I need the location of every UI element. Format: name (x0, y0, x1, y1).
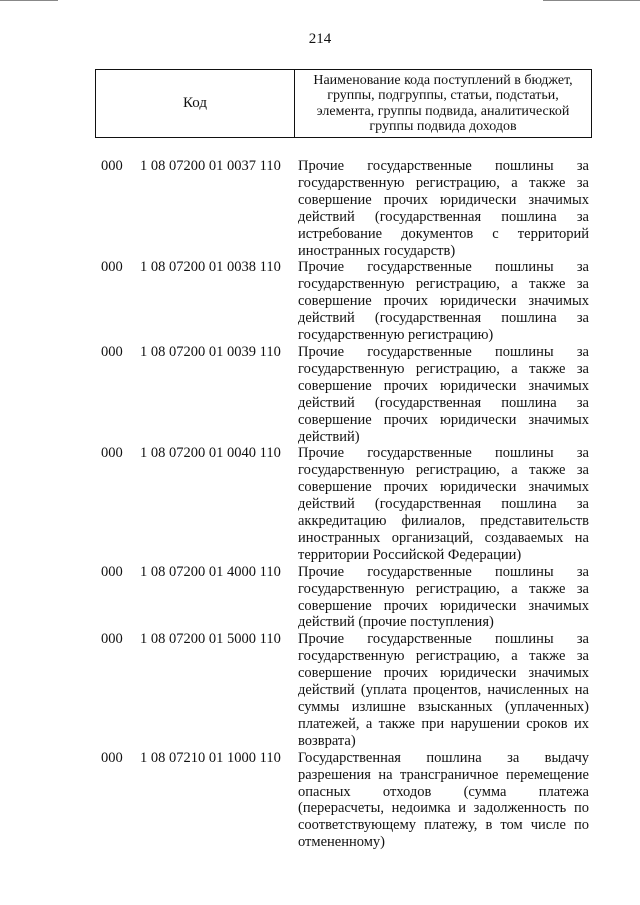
table-row (0, 259, 640, 344)
budget-code: 1 08 07200 01 0039 110 (140, 343, 281, 360)
admin-code: 000 (101, 343, 123, 360)
row-description: Прочие государственные пошлины за государственную регистрацию, а также за совершение прочих юридически значимых действий (государственная пошлина за аккредитацию филиалов, представительств иностранных организаций, создаваемых на территории Российской Федерации) (298, 445, 589, 563)
row-description: Прочие государственные пошлины за государственную регистрацию, а также за совершение прочих юридически значимых действий (уплата процентов, начисленных на суммы излишне взысканных (уплаченных) платежей, а также при нарушении сроков их возврата) (298, 631, 589, 749)
admin-code: 000 (101, 259, 123, 276)
table-row (0, 564, 640, 632)
row-description: Прочие государственные пошлины за государственную регистрацию, а также за совершение прочих юридически значимых действий (государственная пошлина за государственную регистрацию) (298, 259, 589, 344)
budget-code: 1 08 07200 01 0037 110 (140, 158, 281, 174)
scan-mark-right (543, 0, 640, 1)
budget-code: 1 08 07200 01 0038 110 (140, 259, 281, 276)
table-body (0, 158, 640, 851)
table-row (0, 158, 640, 259)
row-description: Прочие государственные пошлины за государственную регистрацию, а также за совершение прочих юридически значимых действий (государственная пошлина за совершение прочих юридически значимых действий) (298, 343, 589, 445)
row-description: Прочие государственные пошлины за государственную регистрацию, а также за совершение прочих юридически значимых действий (прочие поступления) (298, 563, 589, 631)
row-description: Государственная пошлина за выдачу разрешения на трансграничное перемещение опасных отходов (сумма платежа (перерасчеты, недоимка и задолженность по соответствующему платежу, в том числе по отмененному) (298, 749, 589, 851)
budget-code: 1 08 07200 01 0040 110 (140, 445, 281, 462)
table-row (0, 445, 640, 563)
admin-code: 000 (101, 158, 123, 174)
admin-code: 000 (101, 445, 123, 462)
table-row (0, 344, 640, 445)
scan-top-edge (0, 0, 640, 4)
header-name-cell: Наименование кода поступлений в бюджет, группы, подгруппы, статьи, подстатьи, элемента, группы подвида, аналитической группы подвида доходов (313, 72, 573, 134)
row-description: Прочие государственные пошлины за государственную регистрацию, а также за совершение прочих юридически значимых действий (государственная пошлина за истребование документов с территорий иностранных государств) (298, 158, 589, 259)
header-code-cell: Код (96, 70, 295, 137)
table-header (95, 69, 592, 138)
table-row (0, 631, 640, 749)
page-number: 214 (308, 31, 332, 47)
admin-code: 000 (101, 749, 123, 766)
budget-code: 1 08 07200 01 5000 110 (140, 631, 281, 648)
budget-code: 1 08 07210 01 1000 110 (140, 749, 281, 766)
budget-code: 1 08 07200 01 4000 110 (140, 563, 281, 580)
table-row (0, 750, 640, 851)
scan-mark-left (0, 0, 58, 1)
admin-code: 000 (101, 631, 123, 648)
admin-code: 000 (101, 563, 123, 580)
